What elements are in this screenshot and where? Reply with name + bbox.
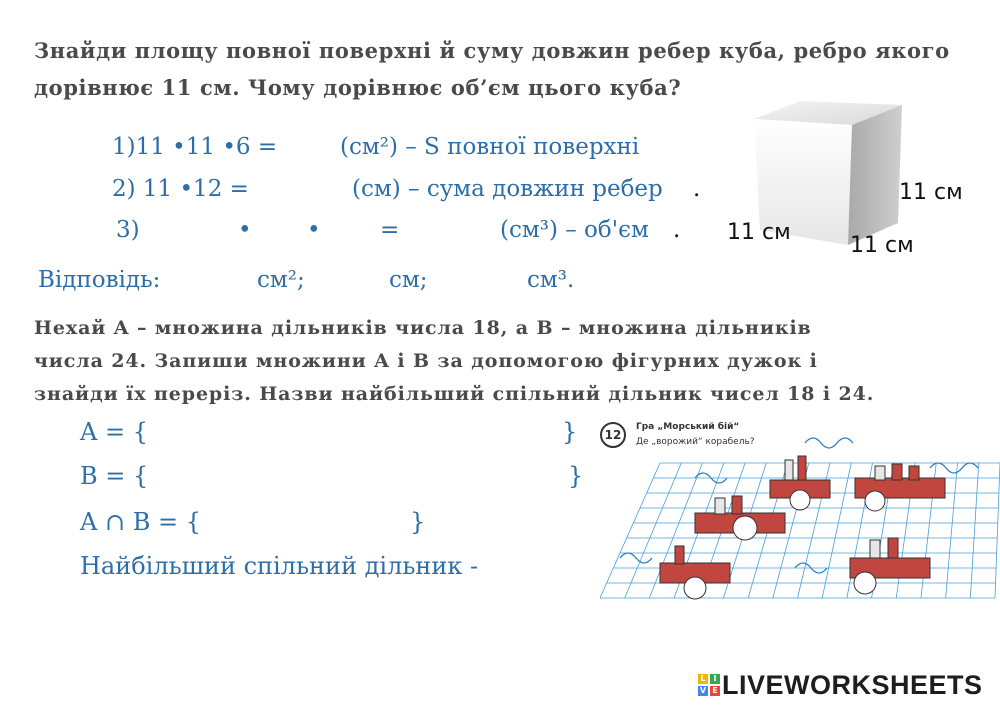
ship-middle-left xyxy=(695,496,785,540)
ship-bottom-right xyxy=(850,538,930,594)
grid-line-vertical xyxy=(970,463,978,598)
grid-line-vertical xyxy=(995,463,1000,598)
cube-dimension-left: 11 см xyxy=(727,220,791,245)
step3-dot2: • xyxy=(307,217,321,243)
step1-unit: (см²) – S повної поверхні xyxy=(340,134,640,160)
gcd-label: Найбільший спільний дільник - xyxy=(80,552,479,580)
step3-dot1: • xyxy=(238,217,252,243)
grid-line-vertical xyxy=(600,463,660,598)
task1-line2: дорівнює 11 см. Чому дорівнює об’єм цього куба? xyxy=(34,75,682,100)
cube-side-face xyxy=(848,105,902,245)
answer-unit-length: см; xyxy=(389,267,428,293)
game-title: Гра „Морський бій“ xyxy=(636,422,740,432)
step2-unit: (см) – сума довжин ребер xyxy=(352,176,663,202)
intersection-label: A ∩ B = { xyxy=(80,508,201,536)
task1-line1: Знайди площу повної поверхні й суму довжин ребер куба, ребро якого xyxy=(34,38,950,63)
set-a-label: A = { xyxy=(80,418,148,446)
set-b-label: B = { xyxy=(80,462,149,490)
grid-line-vertical xyxy=(946,463,958,598)
step3-number: 3) xyxy=(116,217,140,243)
answer-unit-area: см²; xyxy=(257,267,305,293)
logo-letter-e: E xyxy=(710,686,720,696)
step3-period: . xyxy=(673,217,681,243)
battleship-grid-illustration xyxy=(600,428,1000,603)
logo-letter-i: I xyxy=(710,674,720,684)
intersection-close-brace: } xyxy=(410,508,426,536)
task2-line1: Нехай A – множина дільників числа 18, а B – множина дільників xyxy=(34,317,812,339)
task2-line2: числа 24. Запиши множини A і B за допомогою фігурних дужок і xyxy=(34,350,818,372)
ship-bottom-left xyxy=(660,546,730,599)
liveworksheets-logo-text: LIVEWORKSHEETS xyxy=(722,670,983,700)
game-number-badge: 12 xyxy=(600,422,626,448)
game-subtitle: Де „ворожий“ корабель? xyxy=(636,437,755,447)
logo-letter-v: V xyxy=(699,686,707,695)
cube-dimension-bottom: 11 см xyxy=(850,233,914,258)
step1-expression: 1)11 •11 •6 = xyxy=(112,134,278,160)
liveworksheets-logo-icon xyxy=(698,674,720,696)
set-a-close-brace: } xyxy=(562,418,578,446)
set-b-close-brace: } xyxy=(568,462,584,490)
step3-unit: (см³) – об'єм xyxy=(500,217,649,243)
task2-line3: знайди їх переріз. Назви найбільший спільний дільник чисел 18 і 24. xyxy=(34,383,875,405)
answer-label: Відповідь: xyxy=(38,267,161,293)
step2-expression: 2) 11 •12 = xyxy=(112,176,249,202)
cube-dimension-right: 11 см xyxy=(899,180,963,205)
logo-letter-l: L xyxy=(698,674,708,684)
step2-period: . xyxy=(693,176,701,202)
answer-unit-volume: см³. xyxy=(527,267,575,293)
step3-equals: = xyxy=(380,217,400,243)
